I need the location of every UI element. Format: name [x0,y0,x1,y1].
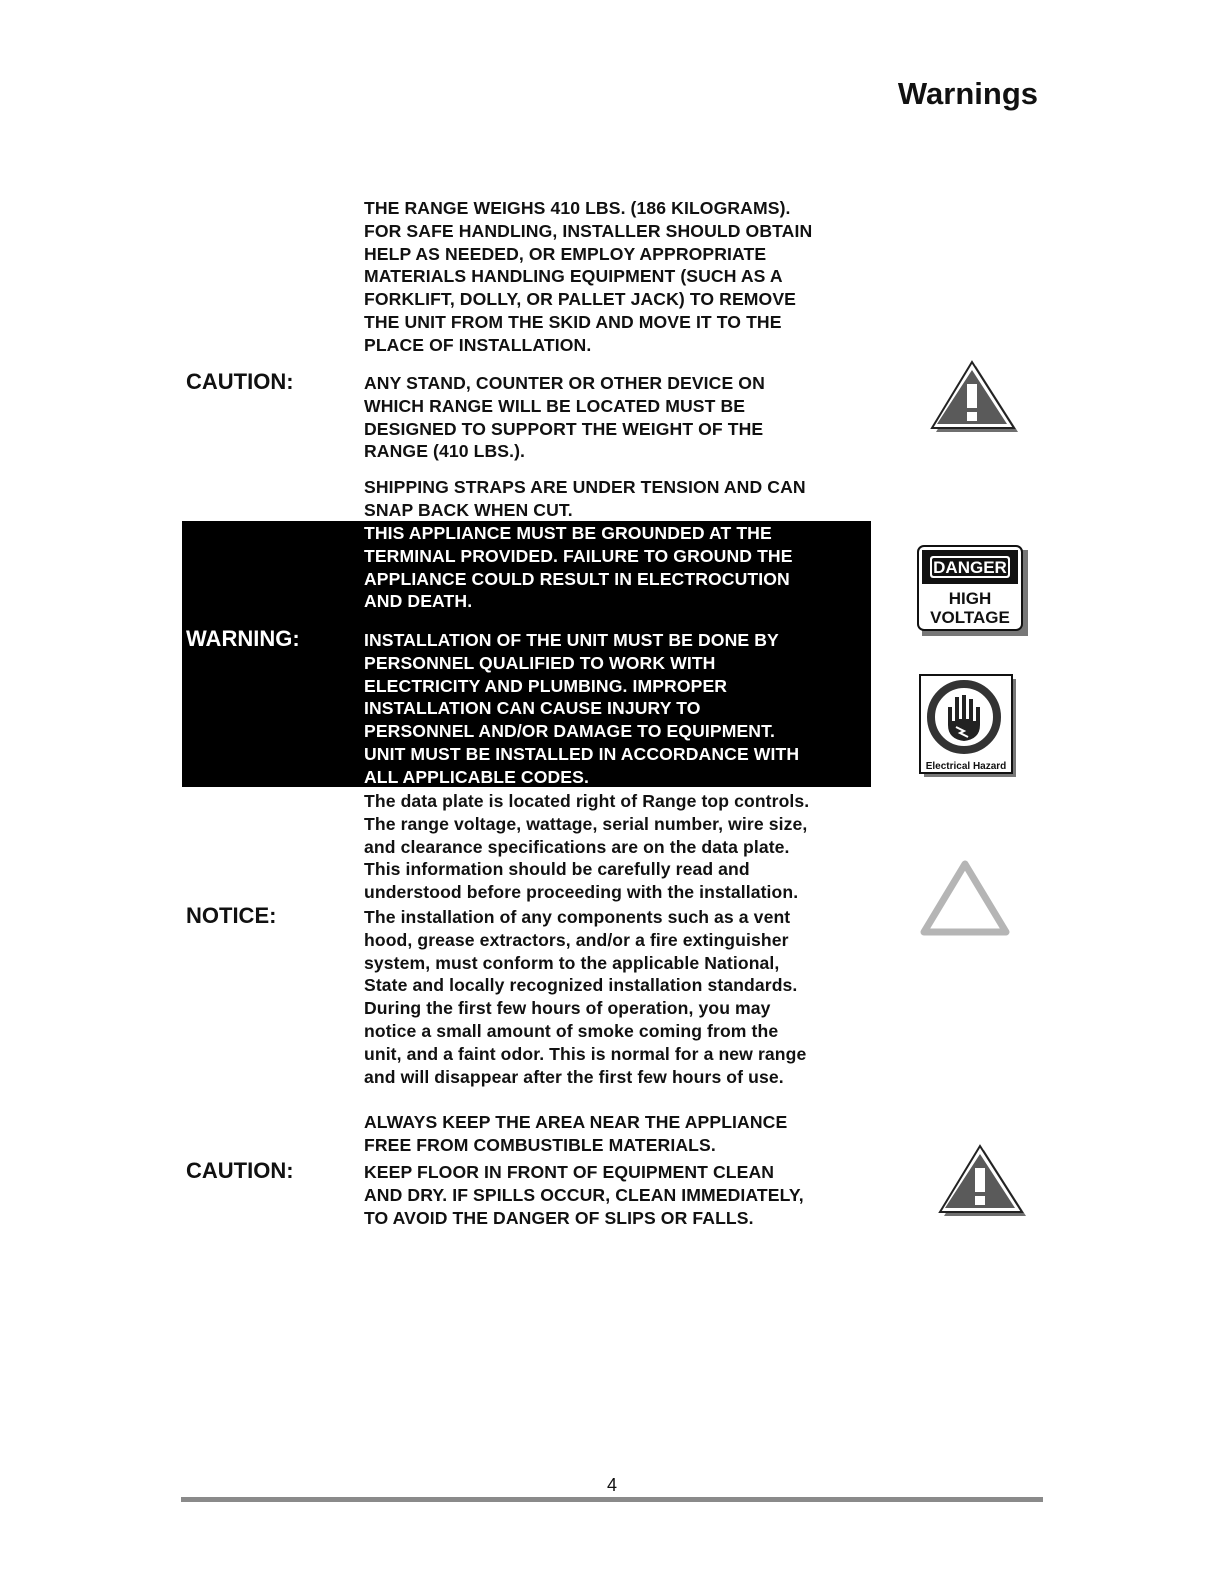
grounded-warning-text: THIS APPLIANCE MUST BE GROUNDED AT THE TERMINAL PROVIDED. FAILURE TO GROUND THE APPLIANCE COULD RESULT IN ELECTROCUTION AND DEATH. [364,523,793,612]
installation-warning-text: INSTALLATION OF THE UNIT MUST BE DONE BY PERSONNEL QUALIFIED TO WORK WITH ELECTRICITY AND PLUMBING. IMPROPER INSTALLATION CAN CAUSE INJURY TO PERSONNEL AND/OR DAMAGE TO EQUIPMENT. UNIT MUST BE INSTALLED IN ACCORDANCE WITH ALL APPLICABLE CODES. [364,630,800,787]
shipping-straps-text: SHIPPING STRAPS ARE UNDER TENSION AND CAN SNAP BACK WHEN CUT. [364,477,806,520]
notice-triangle-icon [920,858,1014,940]
weight-warning-text: THE RANGE WEIGHS 410 LBS. (186 KILOGRAMS). FOR SAFE HANDLING, INSTALLER SHOULD OBTAIN HELP AS NEEDED, OR EMPLOY APPROPRIATE MATERIALS HANDLING EQUIPMENT (SUCH AS A FORKLIFT, DOLLY, OR PALLET JACK) TO REMOVE THE UNIT FROM THE SKID AND MOVE IT TO THE PLACE OF INSTALLATION. [364,198,813,355]
components-text: The installation of any components such as a vent hood, grease extractors, and/or a fire extinguisher system, must conform to the applicable National, State and locally recognized installation standards. During the first few hours of operation, you may notice a small amount of smoke coming from the unit, and a faint odor. This is normal for a new range and will disappear after the first few hours of use. [364,907,807,1087]
high-text: HIGH [948,589,992,608]
stand-support-text: ANY STAND, COUNTER OR OTHER DEVICE ON WHICH RANGE WILL BE LOCATED MUST BE DESIGNED TO SUPPORT THE WEIGHT OF THE RANGE (410 LBS.). [364,373,765,462]
warning-label: WARNING: [186,626,300,651]
caution-label: CAUTION: [186,369,294,394]
page-title: Warnings [897,76,1038,111]
floor-clean-text: KEEP FLOOR IN FRONT OF EQUIPMENT CLEAN AND DRY. IF SPILLS OCCUR, CLEAN IMMEDIATELY, TO AVOID THE DANGER OF SLIPS OR FALLS. [364,1162,804,1228]
electrical-hazard-icon [918,673,1018,779]
notice-label: NOTICE: [186,903,277,928]
caution-triangle-icon-2 [938,1144,1028,1218]
voltage-text: VOLTAGE [930,608,1010,627]
page-number: 4 [606,1475,617,1495]
danger-high-voltage-sign-icon [916,544,1030,638]
caution-label-2: CAUTION: [186,1158,294,1183]
caution-triangle-icon [930,360,1020,434]
electrical-hazard-caption: Electrical Hazard [925,761,1007,772]
footer-rule [181,1497,1043,1502]
data-plate-text: The data plate is located right of Range top controls. The range voltage, wattage, serial number, wire size, and clearance specifications are on the data plate. This information should be carefully read and understood before proceeding with the installation. [364,791,810,903]
combustible-text: ALWAYS KEEP THE AREA NEAR THE APPLIANCE FREE FROM COMBUSTIBLE MATERIALS. [364,1112,788,1155]
danger-badge-text: DANGER [933,558,1007,577]
